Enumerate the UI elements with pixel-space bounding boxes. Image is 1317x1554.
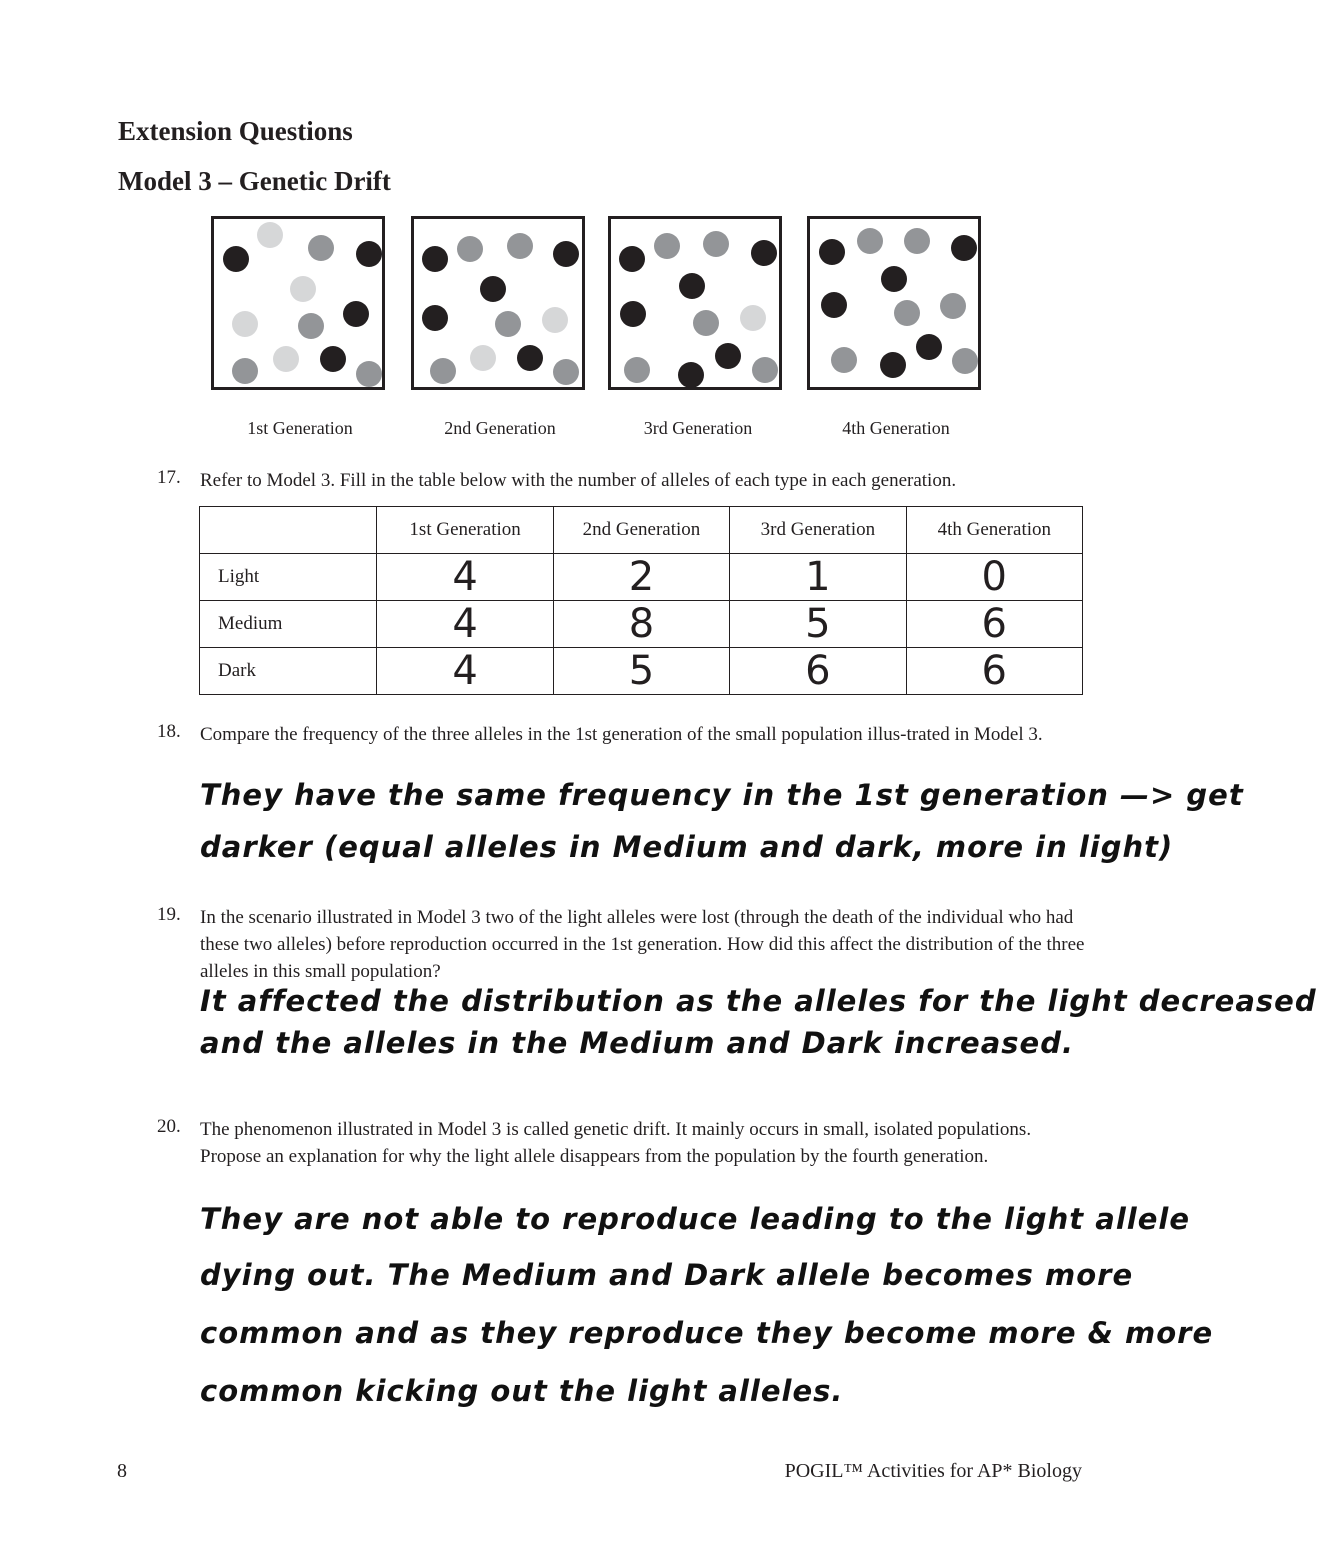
- dark-allele: [880, 352, 906, 378]
- handwritten-count: 1: [730, 554, 906, 601]
- question-20-answer-line: They are not able to reproduce leading to the light allele: [200, 1202, 1190, 1236]
- question-20-text: The phenomenon illustrated in Model 3 is called genetic drift. It mainly occurs in small, isolated populations. Propose an explanation for why the light allele disappears from the population by the fourth generation.: [200, 1119, 1032, 1167]
- generation-1-box: [211, 216, 385, 390]
- light-allele: [273, 346, 299, 372]
- question-19-number: 19.: [157, 904, 181, 925]
- question-18-answer-line: darker (equal alleles in Medium and dark, more in light): [200, 830, 1174, 864]
- handwritten-count: 6: [906, 601, 1082, 648]
- dark-allele: [678, 362, 704, 388]
- table-header-row: [200, 507, 1083, 554]
- handwritten-count: 6: [906, 648, 1082, 695]
- question-19-answer-line: and the alleles in the Medium and Dark increased.: [200, 1026, 1074, 1060]
- medium-allele: [308, 235, 334, 261]
- medium-allele: [857, 228, 883, 254]
- medium-allele: [430, 358, 456, 384]
- handwritten-count: 4: [377, 648, 553, 695]
- generation-3-label: 3rd Generation: [643, 418, 753, 438]
- dark-allele: [679, 273, 705, 299]
- light-allele: [542, 307, 568, 333]
- dark-allele: [422, 305, 448, 331]
- table-header-cell: [200, 507, 377, 554]
- handwritten-count: 2: [553, 554, 729, 601]
- dark-allele: [619, 246, 645, 272]
- medium-allele: [693, 310, 719, 336]
- question-20-answer-line: common and as they reproduce they become more & more: [200, 1316, 1214, 1350]
- medium-allele: [457, 236, 483, 262]
- generation-4-label: 4th Generation: [842, 418, 950, 438]
- medium-allele: [553, 359, 579, 385]
- medium-allele: [232, 358, 258, 384]
- generation-1-label: 1st Generation: [247, 418, 353, 438]
- medium-allele: [495, 311, 521, 337]
- table-row: [200, 601, 1083, 648]
- publication-title: POGIL™ Activities for AP* Biology: [784, 1460, 1082, 1482]
- row-label-medium: Medium: [200, 601, 377, 648]
- medium-allele: [507, 233, 533, 259]
- medium-allele: [904, 228, 930, 254]
- question-20-number: 20.: [157, 1116, 181, 1137]
- allele-count-table: [199, 506, 1083, 695]
- handwritten-count: 4: [377, 601, 553, 648]
- medium-allele: [940, 293, 966, 319]
- dark-allele: [517, 345, 543, 371]
- table-header-cell: 1st Generation: [377, 507, 553, 554]
- light-allele: [470, 345, 496, 371]
- question-19-text: In the scenario illustrated in Model 3 two of the light alleles were lost (through the death of the individual who had these two alleles) before reproduction occurred in the 1st generation. How did this affect the distribution of the three alleles in this small population?: [200, 907, 1085, 982]
- generation-2-label: 2nd Generation: [444, 418, 556, 438]
- handwritten-count: 8: [553, 601, 729, 648]
- handwritten-count: 5: [730, 601, 906, 648]
- light-allele: [232, 311, 258, 337]
- dark-allele: [422, 246, 448, 272]
- table-header-cell: 3rd Generation: [730, 507, 906, 554]
- medium-allele: [703, 231, 729, 257]
- dark-allele: [715, 343, 741, 369]
- medium-allele: [356, 361, 382, 387]
- model-heading: Model 3 – Genetic Drift: [118, 166, 391, 196]
- medium-allele: [624, 357, 650, 383]
- dark-allele: [553, 241, 579, 267]
- dark-allele: [751, 240, 777, 266]
- dark-allele: [343, 301, 369, 327]
- question-17-number: 17.: [157, 467, 181, 488]
- dark-allele: [320, 346, 346, 372]
- question-19-answer-line: It affected the distribution as the alleles for the light decreased: [200, 984, 1317, 1018]
- handwritten-count: 5: [553, 648, 729, 695]
- row-label-dark: Dark: [200, 648, 377, 695]
- light-allele: [257, 222, 283, 248]
- handwritten-count: 6: [730, 648, 906, 695]
- dark-allele: [480, 276, 506, 302]
- medium-allele: [298, 313, 324, 339]
- question-18-text: Compare the frequency of the three alleles in the 1st generation of the small population illus-trated in Model 3.: [200, 724, 1043, 745]
- page-number: 8: [117, 1460, 127, 1482]
- light-allele: [290, 276, 316, 302]
- table-row: [200, 648, 1083, 695]
- light-allele: [740, 305, 766, 331]
- row-label-light: Light: [200, 554, 377, 601]
- question-17-text: Refer to Model 3. Fill in the table below with the number of alleles of each type in each generation.: [200, 470, 957, 491]
- table-header-cell: 4th Generation: [906, 507, 1082, 554]
- generation-2-box: [411, 216, 585, 390]
- question-20-answer-line: common kicking out the light alleles.: [200, 1374, 844, 1408]
- dark-allele: [951, 235, 977, 261]
- dark-allele: [916, 334, 942, 360]
- medium-allele: [654, 233, 680, 259]
- dark-allele: [356, 241, 382, 267]
- handwritten-count: 0: [906, 554, 1082, 601]
- table-row: [200, 554, 1083, 601]
- handwritten-count: 4: [377, 554, 553, 601]
- medium-allele: [894, 300, 920, 326]
- dark-allele: [821, 292, 847, 318]
- dark-allele: [881, 266, 907, 292]
- dark-allele: [819, 239, 845, 265]
- generation-3-box: [608, 216, 782, 390]
- question-20-answer-line: dying out. The Medium and Dark allele becomes more: [200, 1258, 1134, 1292]
- generation-4-box: [807, 216, 981, 390]
- section-heading: Extension Questions: [118, 116, 353, 146]
- question-18-number: 18.: [157, 721, 181, 742]
- medium-allele: [831, 347, 857, 373]
- dark-allele: [223, 246, 249, 272]
- question-18-answer-line: They have the same frequency in the 1st generation —> get: [200, 778, 1244, 812]
- table-header-cell: 2nd Generation: [553, 507, 729, 554]
- dark-allele: [620, 301, 646, 327]
- medium-allele: [752, 357, 778, 383]
- medium-allele: [952, 348, 978, 374]
